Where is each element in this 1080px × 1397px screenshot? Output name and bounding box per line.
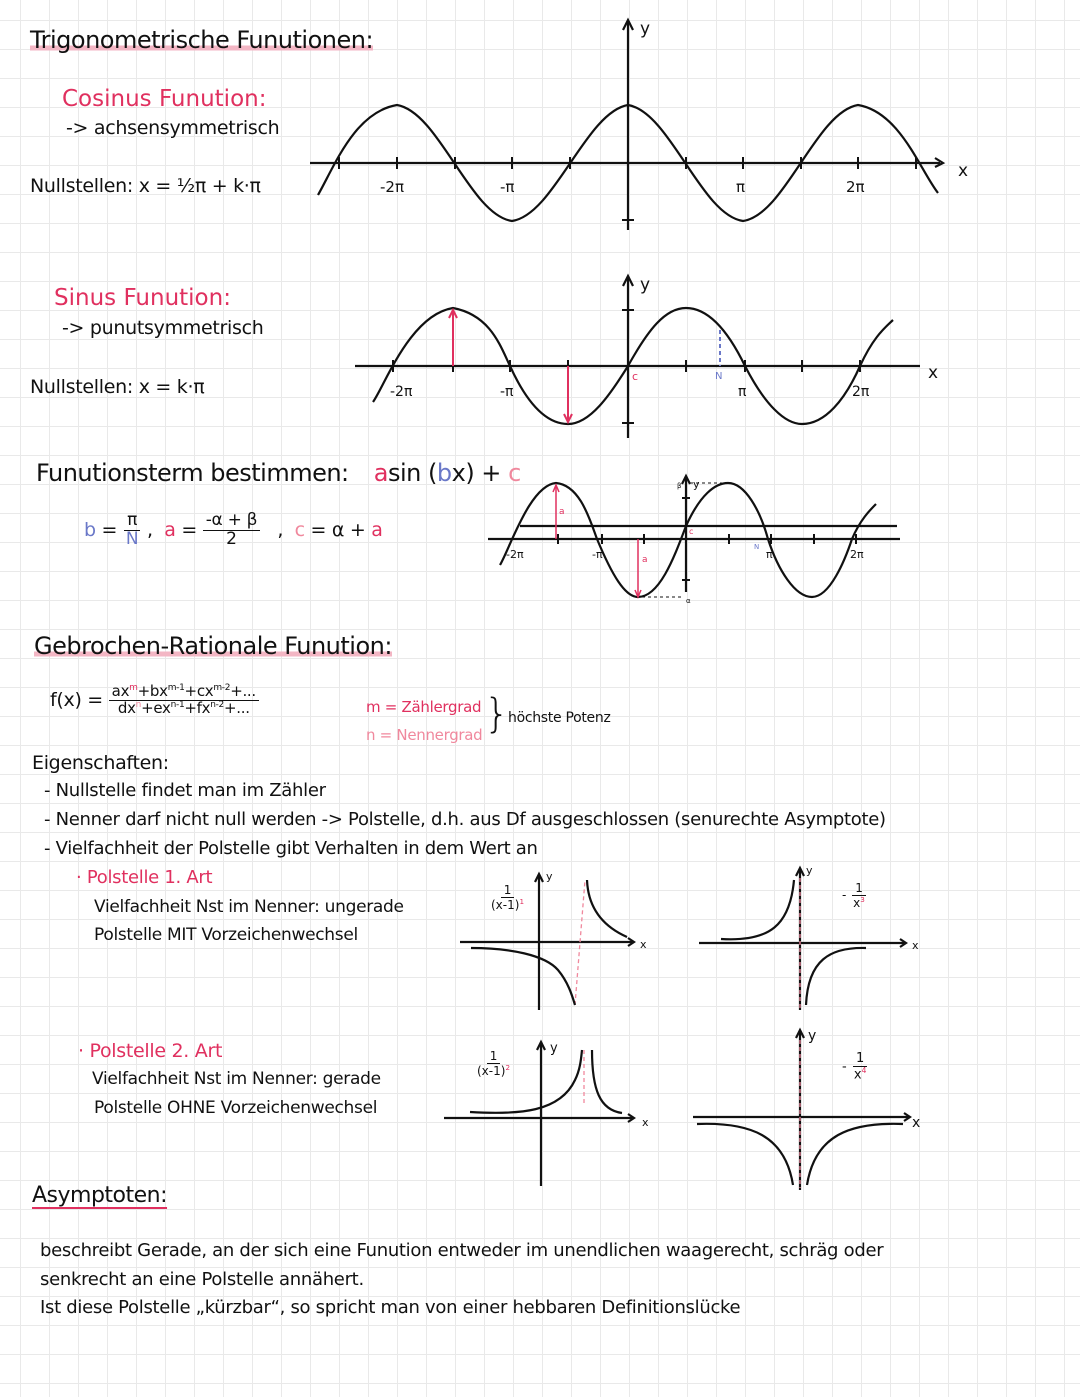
term-heading: Funutionsterm bestimmen: asin (bx) + c [36, 459, 521, 487]
property-item: - Vielfachheit der Polstelle gibt Verhalten in dem Wert an [44, 838, 538, 859]
b-fraction: $\frac{\pi}{N}$ [125, 510, 139, 549]
graph-label-1-over-x-minus-1: $\frac{1}{(x-1)^1}$ [491, 883, 525, 912]
tick-label-pi: π [766, 548, 773, 561]
sine-symmetry: -> punutsymmetrisch [62, 317, 264, 339]
a-fraction: $\frac{-\alpha + \beta}{2}$ [203, 512, 260, 549]
m-definition: m = Zählergrad [366, 698, 482, 716]
tick-label-pi: π [738, 384, 747, 400]
formula-a: a [373, 459, 388, 487]
asymptotes-line: beschreibt Gerade, an der sich eine Funution entweder im unendlichen waagerecht, schräg oder [40, 1240, 884, 1261]
tick-label-2pi: 2π [852, 384, 870, 400]
pole1-line1: Vielfachheit Nst im Nenner: ungerade [94, 897, 404, 917]
x-axis-label: x [958, 161, 969, 181]
rational-formula: f(x) = $\frac{ax^m+bx^{m-1}+cx^{m-2}+...}{dx^n+ex^{n-1}+fx^{n-2}+...}$ [50, 684, 259, 717]
x-axis-label: x [912, 1115, 921, 1131]
tick-label-2pi: 2π [850, 548, 864, 561]
tick-label-negpi: -π [592, 548, 603, 561]
tick-label-2pi: 2π [846, 178, 865, 196]
pole2-line1: Vielfachheit Nst im Nenner: gerade [92, 1069, 381, 1089]
beta-marker: β [677, 482, 682, 490]
cosine-symmetry: -> achsensymmetrisch [66, 117, 280, 139]
tick-label-pi: π [736, 178, 746, 196]
asymptotes-line: senkrecht an eine Polstelle annähert. [40, 1269, 364, 1290]
formula-b: b [436, 459, 452, 487]
c-marker: c [632, 370, 639, 383]
c-marker: c [689, 527, 694, 536]
graph-label-neg-1-over-x4: - $\frac{1}{x^4}$ [842, 1051, 867, 1082]
n-marker: N [754, 543, 760, 551]
n-definition: n = Nennergrad [366, 726, 483, 744]
brace-note: höchste Potenz [508, 710, 611, 726]
pole2-heading: · Polstelle 2. Art [78, 1040, 223, 1062]
formula-c: c [508, 459, 521, 487]
pole2-line2: Polstelle OHNE Vorzeichenwechsel [94, 1098, 378, 1118]
x-axis-label: x [640, 938, 647, 951]
cosine-zeros-label: Nullstellen: [30, 175, 133, 197]
pole1-heading: · Polstelle 1. Art [76, 867, 213, 888]
properties-heading: Eigenschaften: [32, 752, 169, 774]
tick-label-neg2pi: -2π [390, 384, 413, 400]
term-definitions: b = $\frac{\pi}{N}$ , a = $\frac{-\alpha + \beta}{2}$ , c = α + a [84, 510, 383, 549]
asymptotes-heading: Asymptoten: [32, 1183, 168, 1208]
formula-denominator: $dx^n+ex^{n-1}+fx^{n-2}+$... [117, 698, 250, 717]
tick-label-neg2pi: -2π [506, 548, 524, 561]
n-marker: N [715, 371, 723, 382]
tick-label-negpi: -π [500, 178, 515, 196]
y-axis-label: y [693, 478, 700, 491]
x-axis-label: x [642, 1116, 649, 1129]
graph-label-neg-1-over-x3: - $\frac{1}{x^3}$ [842, 881, 865, 910]
graph-label-1-over-x-minus-1-squared: $\frac{1}{(x-1)^2}$ [477, 1049, 511, 1078]
y-axis-label: y [550, 1041, 558, 1056]
tick-label-neg2pi: -2π [380, 178, 404, 196]
formula-numerator: $ax^m+bx^{m-1}+cx^{m-2}+$... [109, 684, 259, 701]
a-marker-bottom: a [642, 555, 648, 565]
sine-zeros-formula: x = k·π [138, 376, 205, 398]
page-title: Trigonometrische Funutionen: [30, 26, 374, 54]
a-marker-top: a [559, 507, 565, 517]
tick-label-negpi: -π [500, 384, 514, 400]
y-axis-label: y [806, 864, 813, 877]
sine-zeros-label: Nullstellen: [30, 376, 133, 398]
property-item: - Nullstelle findet man im Zähler [44, 780, 326, 801]
property-item: - Nenner darf nicht null werden -> Polstelle, d.h. aus Df ausgeschlossen (senurechte Asymptote) [44, 809, 886, 830]
y-axis-label: y [808, 1028, 817, 1044]
sine-heading: Sinus Funution: [54, 285, 231, 311]
y-axis-label: y [546, 870, 553, 883]
cosine-heading: Cosinus Funution: [62, 86, 267, 112]
cosine-zeros-formula: x = ½π + k·π [138, 175, 261, 197]
alpha-marker: α [686, 597, 691, 605]
brace: } [484, 691, 510, 737]
y-axis-label: y [640, 275, 651, 295]
x-axis-label: x [928, 363, 939, 383]
asymptotes-line: Ist diese Polstelle „kürzbar“, so spricht man von einer hebbaren Definitionslücke [40, 1297, 741, 1318]
pole1-line2: Polstelle MIT Vorzeichenwechsel [94, 925, 358, 945]
x-axis-label: x [912, 939, 919, 952]
y-axis-label: y [640, 19, 651, 39]
rational-heading: Gebrochen-Rationale Funution: [34, 632, 392, 660]
